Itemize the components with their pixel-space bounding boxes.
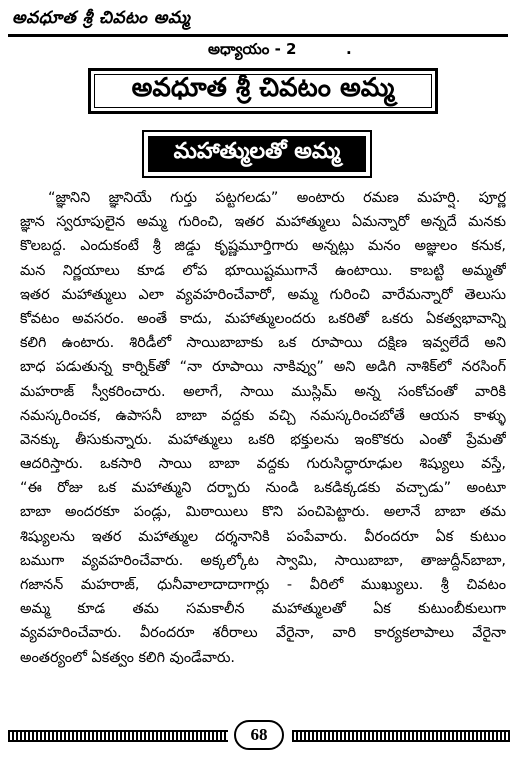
chapter-dot: . (346, 40, 352, 58)
text-line: గజానన్ మహరాజ్, ధునీవాలాదాదాగార్లు - వీరిలో ముఖ్యులు. శ్రీ చివటం (20, 577, 506, 593)
text-line: బముగా వ్యవహరించేవారు. అక్కల్కోట స్వామి, సాయిబాబా, తాజుద్దీన్‌బాబా, (20, 552, 506, 569)
footer-hatch-right (292, 730, 510, 742)
text-line: శిష్యులను ఇతర మహాత్ముల దర్శనానికి పంపేవారు. వీరందరూ ఏక కుటుం (20, 528, 506, 545)
page-footer (8, 718, 510, 758)
text-line: అమ్మ కూడ తమ సమకాలీన మహాత్ములతో ఏక కుటుంబీకులుగా (20, 601, 506, 618)
text-line: మహరాజ్ స్వీకరించారు. అలాగే, సాయి ముస్లిమ్ అన్న సంకోచంతో వారికి (20, 383, 506, 400)
text-line: జ్ఞాన స్వరూపులైన అమ్మ గురించి, ఇతర మహాత్ములు ఏమన్నారో అన్నదే మనకు (20, 214, 506, 231)
text-line: వ్యవహరించేవారు. వీరందరూ శరీరాలు వేరైనా, వారి కార్యకలాపాలు వేరైనా (20, 625, 506, 642)
page-number: 68 (234, 720, 284, 750)
text-line: వెనక్కు తీసుకున్నారు. మహాత్ములు ఒకరి భక్తులను ఇంకొకరు ఎంతో ప్రేమతో (20, 431, 506, 448)
header-rule (8, 34, 508, 37)
text-line: “ఈ రోజు ఒక మహాత్ముని దర్బారు నుండి ఒకడిక్కడకు వచ్చాడు” అంటూ (20, 480, 506, 497)
page-title: అవధూత శ్రీ చివటం అమ్మ (131, 73, 395, 103)
footer-hatch-left (8, 730, 228, 742)
body-text (20, 186, 506, 670)
chapter-label: అధ్యాయం - 2 (208, 40, 297, 58)
running-header-title: అవధూత శ్రీ చివటం అమ్మ (12, 8, 191, 28)
text-line: కలిగి ఉంటారు. శిరిడీలో సాయిబాబాకు ఒక రూపాయి దక్షిణ ఇవ్వలేదే అని (20, 335, 506, 352)
section-heading: మహాత్ములతో అమ్మ (173, 139, 341, 164)
text-line: ఆదరిస్తారు. ఒకసారి సాయి బాబా వద్దకు గురుసిద్ధారూఢుల శిష్యులు వస్తే, (20, 456, 506, 473)
text-line: అంతర్యంలో ఏకత్వం కలిగి వుండేవారు. (20, 649, 236, 666)
text-line: బాధ పడుతున్న కార్నిక్‌తో “నా రూపాయి నాకివ్వు” అని అడిగి నాశిక్‌లో నరసింగ్ (20, 359, 506, 376)
text-line: కోవటం అవసరం. అంతే కాదు, మహాత్ములందరు ఒకరితో ఒకరు ఏకత్వభావాన్ని (20, 310, 506, 327)
text-line: నమస్కరించక, ఉపాసనీ బాబా వద్దకు వచ్చి నమస్కరించబోతే ఆయన కాళ్ళు (20, 407, 506, 424)
text-line: ఇతర మహాత్ములు ఎలా వ్యవహరించేవారో, అమ్మ గురించి వారేమన్నారో తెలుసు (20, 286, 506, 303)
running-header (8, 4, 508, 38)
text-line: “జ్ఞానిని జ్ఞానియే గుర్తు పట్టగలడు” అంటారు రమణ మహర్షి. పూర్ణ (48, 190, 506, 206)
text-line: మన నిర్ణయాలు కూడ లోప భూయిష్టముగానే ఉంటాయి. కాబట్టి అమ్మతో (20, 262, 506, 279)
text-line: బాబా అందరకూ పండ్లు, మిఠాయిలు కొని పంచిపెట్టారు. అలానే బాబా తమ (20, 504, 506, 521)
title-box (88, 68, 438, 114)
text-line: కొలబద్ద. ఎందుకంటే శ్రీ జిడ్డు కృష్ణమూర్తిగారు అన్నట్లు మనం అజ్ఞులం కనుక, (20, 238, 506, 255)
section-banner (148, 136, 366, 172)
